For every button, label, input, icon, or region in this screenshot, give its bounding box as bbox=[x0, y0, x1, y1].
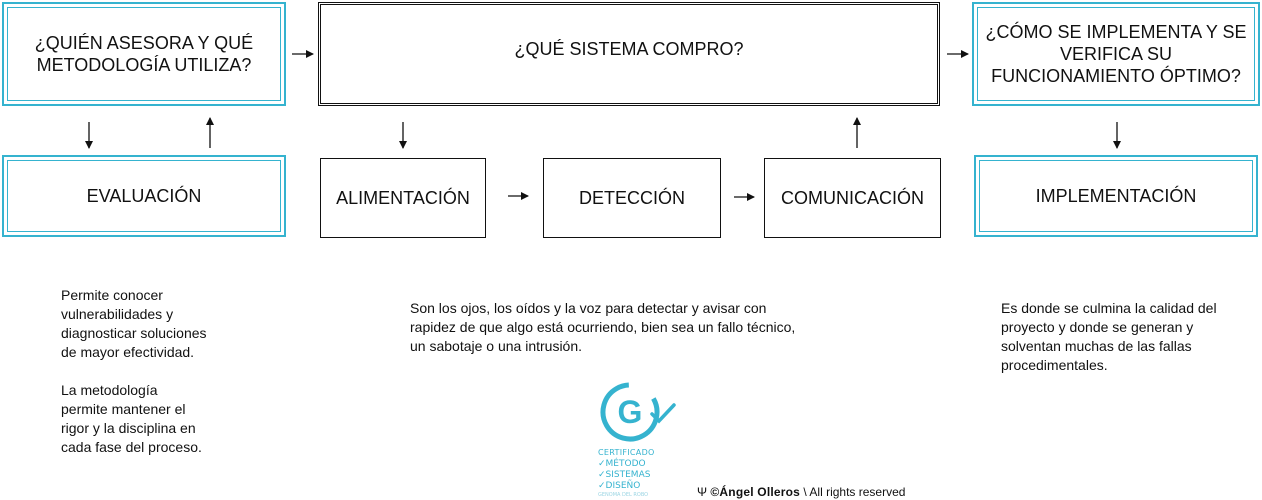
rights-text: All rights reserved bbox=[809, 485, 906, 499]
detection-label: DETECCIÓN bbox=[578, 188, 685, 208]
power-label: ALIMENTACIÓN bbox=[336, 188, 470, 208]
implement-question-text: ¿CÓMO SE IMPLEMENTA Y SE VERIFICA SU FUNCIONAMIENTO ÓPTIMO? bbox=[985, 22, 1247, 86]
cert-line-3: ✓SISTEMAS bbox=[598, 470, 651, 480]
evaluation-description: Permite conocer vulnerabilidades y diagnosticar soluciones de mayor efectividad. La metodología permite mantener el rigor y la disciplina en cada fase del proceso. bbox=[61, 287, 207, 455]
evaluation-label: EVALUACIÓN bbox=[86, 186, 202, 206]
implementation-description: Es donde se culmina la calidad del proyecto y donde se generan y solventan muchas de las fallas procedimentales. bbox=[1001, 300, 1217, 373]
certification-logo bbox=[598, 380, 693, 500]
implementation-label: IMPLEMENTACIÓN bbox=[1035, 186, 1197, 206]
cert-line-1: CERTIFICADO bbox=[598, 448, 655, 457]
advisor-question-text: ¿QUIÉN ASESORA Y QUÉ METODOLOGÍA UTILIZA? bbox=[34, 33, 254, 75]
certification-letter: G bbox=[617, 394, 643, 430]
author-mark-icon: Ψ bbox=[697, 485, 708, 499]
copyright-footer bbox=[697, 485, 905, 499]
system-question-text: ¿QUÉ SISTEMA COMPRO? bbox=[514, 39, 744, 59]
system-description: Son los ojos, los oídos y la voz para detectar y avisar con rapidez de que algo está ocurriendo, bien sea un fallo técnico, un sabotaje o una intrusión. bbox=[410, 300, 796, 354]
cert-line-5: GENOMA DEL ROBO bbox=[598, 492, 649, 498]
communication-label: COMUNICACIÓN bbox=[781, 188, 924, 208]
certification-g-icon bbox=[598, 380, 678, 448]
footer-separator: \ bbox=[803, 485, 807, 499]
cert-line-2: ✓MÉTODO bbox=[598, 459, 646, 469]
cert-line-4: ✓DISEÑO bbox=[598, 481, 641, 491]
author-name: ©Ángel Olleros bbox=[710, 485, 801, 499]
